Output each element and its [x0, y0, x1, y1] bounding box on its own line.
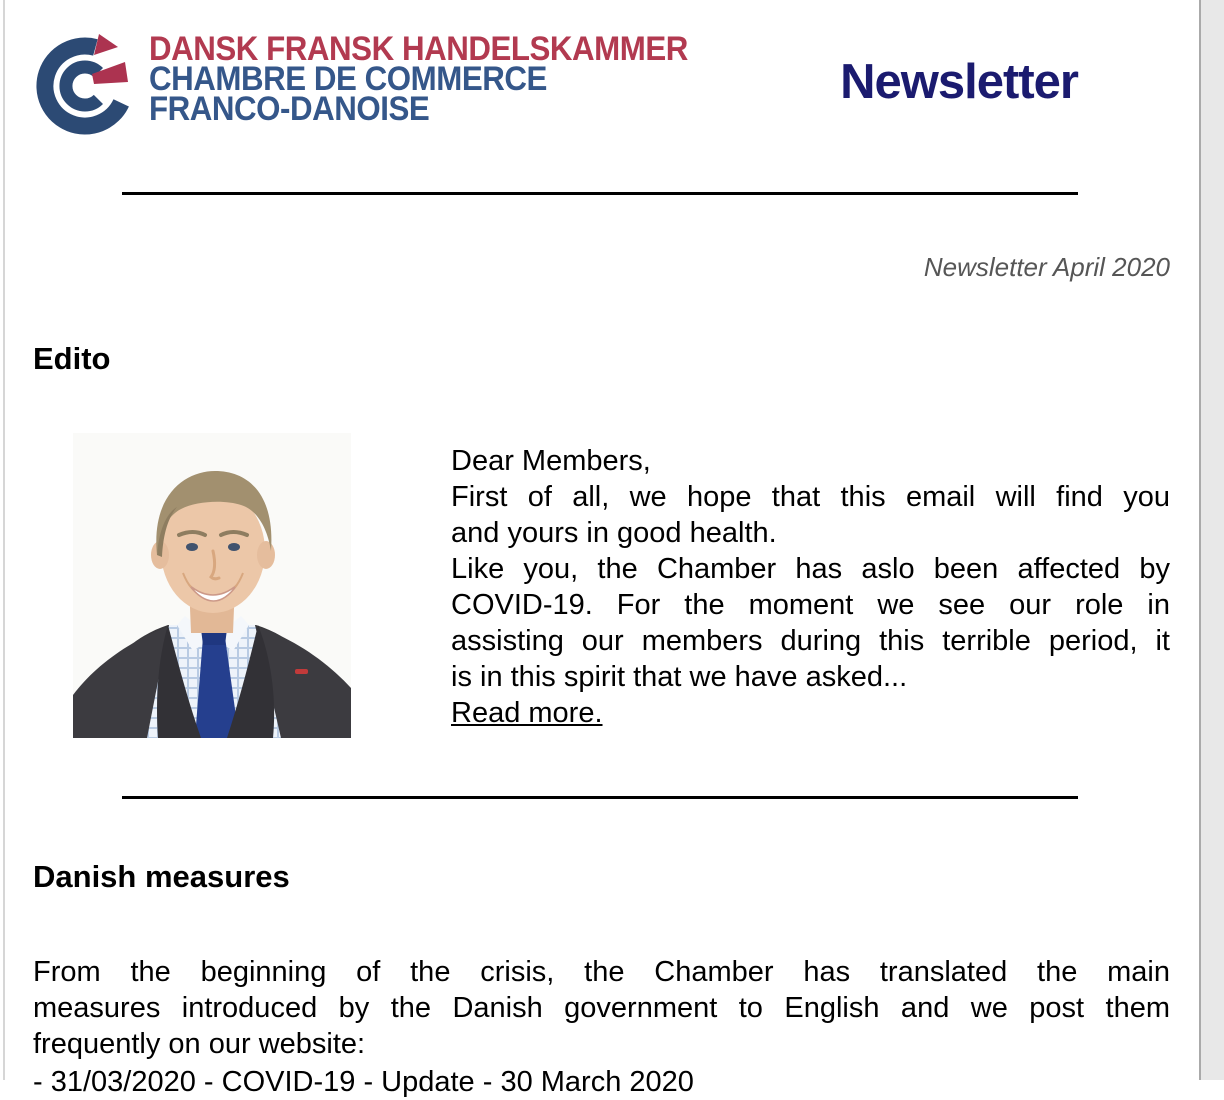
- divider-rule-top: [122, 192, 1078, 195]
- measure-list-item: - 31/03/2020 - COVID-19 - Update - 30 March 2020: [33, 1066, 694, 1098]
- logo-wordmark: [149, 30, 688, 128]
- read-more-link[interactable]: Read more.: [451, 697, 603, 729]
- edito-line: is in this spirit that we have asked...: [451, 661, 908, 693]
- danish-measures-line: frequently on our website:: [33, 1028, 366, 1060]
- newsletter-header: [33, 0, 1170, 142]
- edito-line: Dear Members,: [451, 445, 651, 477]
- window-left-border: [3, 0, 5, 1080]
- logo-line-3: FRANCO-DANOISE: [149, 90, 430, 128]
- danish-measures-line: From the beginning of the crisis, the Chamber has translated the main: [33, 956, 1170, 988]
- scrollbar-track[interactable]: [1199, 0, 1224, 1080]
- logo-line-2: CHAMBRE DE COMMERCE: [149, 60, 547, 98]
- edito-section: [33, 433, 1170, 738]
- danish-measures-paragraph: [33, 954, 1170, 1062]
- edito-line: assisting our members during this terrible period, it: [451, 625, 1170, 657]
- president-portrait-photo: [73, 433, 351, 738]
- logo-line-1: DANSK FRANSK HANDELSKAMMER: [149, 30, 688, 68]
- newsletter-title: Newsletter: [840, 55, 1078, 109]
- chamber-logo[interactable]: [33, 30, 735, 140]
- danish-measures-line: measures introduced by the Danish government to English and we post them: [33, 992, 1170, 1024]
- edito-line: and yours in good health.: [451, 517, 777, 549]
- cci-logo-icon: [33, 30, 143, 140]
- edito-line: Like you, the Chamber has aslo been affected by: [451, 553, 1170, 585]
- lapel-pin: [295, 669, 308, 674]
- edito-line: First of all, we hope that this email will find you: [451, 481, 1170, 513]
- divider-rule-bottom: [122, 796, 1078, 799]
- edito-heading: Edito: [33, 341, 111, 376]
- edito-line: COVID-19. For the moment we see our role in: [451, 589, 1170, 621]
- danish-measures-heading: Danish measures: [33, 859, 290, 894]
- edito-text: [451, 433, 1170, 738]
- issue-date: Newsletter April 2020: [923, 252, 1170, 282]
